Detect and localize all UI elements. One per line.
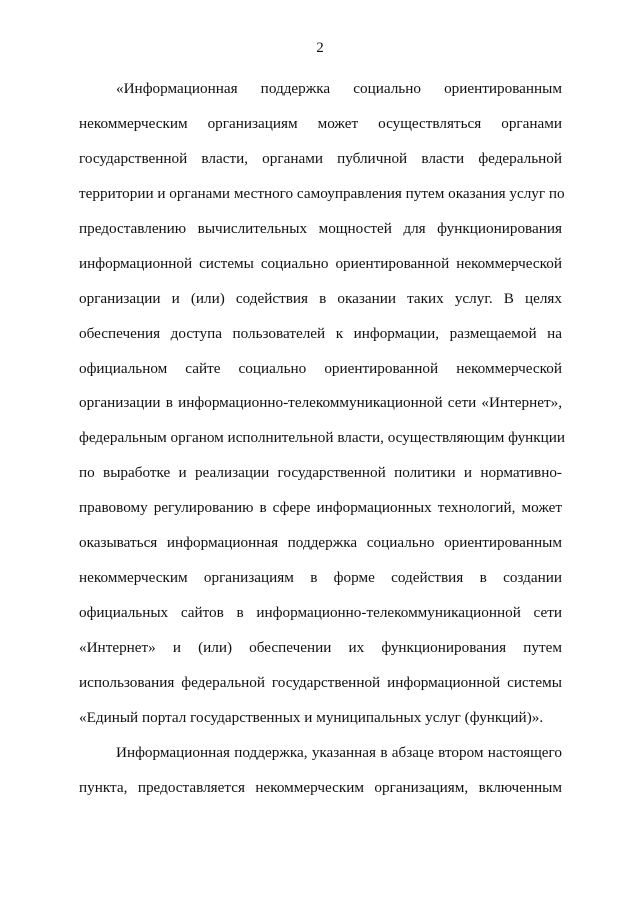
text-line: официальных сайтов в информационно-телекоммуникационной сети [79, 604, 562, 622]
text-line: обеспечения доступа пользователей к информации, размещаемой на [79, 324, 562, 342]
text-line: Информационная поддержка, указанная в абзаце втором настоящего [116, 743, 562, 761]
text-line: предоставлению вычислительных мощностей для функционирования [79, 219, 562, 237]
document-body [79, 72, 566, 806]
text-line: некоммерческим организациям в форме содействия в создании [79, 569, 562, 587]
text-line: организации и (или) содействия в оказании таких услуг. В целях [79, 289, 562, 307]
text-line: оказываться информационная поддержка социально ориентированным [79, 534, 562, 552]
text-line: официальном сайте социально ориентированной некоммерческой [79, 359, 562, 377]
text-line: государственной власти, органами публичной власти федеральной [79, 149, 562, 167]
text-line: информационной системы социально ориентированной некоммерческой [79, 254, 562, 272]
text-line: использования федеральной государственной информационной системы [79, 673, 562, 691]
text-line: по выработке и реализации государственной политики и нормативно- [79, 464, 562, 482]
text-line: правовому регулированию в сфере информационных технологий, может [79, 499, 562, 517]
text-line: пункта, предоставляется некоммерческим организациям, включенным [79, 778, 562, 796]
page-number: 2 [316, 40, 324, 56]
text-line: федеральным органом исполнительной власти, осуществляющим функции [79, 429, 566, 447]
text-line: территории и органами местного самоуправления путем оказания услуг по [79, 184, 565, 202]
text-line: «Информационная поддержка социально ориентированным [116, 80, 562, 97]
text-line: «Единый портал государственных и муниципальных услуг (функций)». [79, 708, 544, 726]
text-line: «Интернет» и (или) обеспечении их функционирования путем [79, 639, 562, 656]
text-line: некоммерческим организациям может осуществляться органами [79, 114, 562, 132]
text-line: организации в информационно-телекоммуникационной сети «Интернет», [79, 394, 562, 412]
